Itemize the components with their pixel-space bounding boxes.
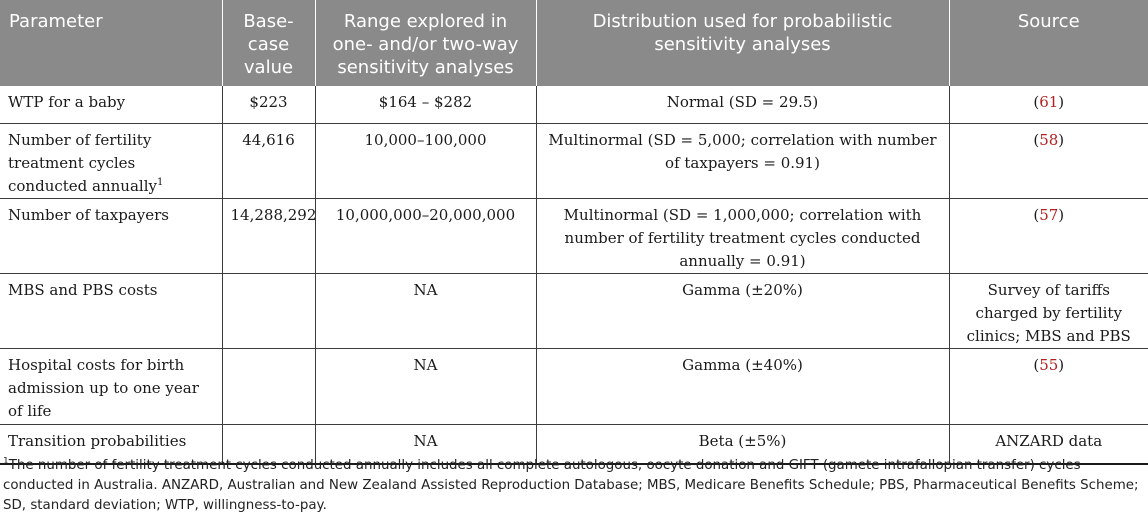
cell-base-case: $223 (222, 86, 315, 123)
cell-range: NA (315, 424, 536, 464)
cell-distribution: Gamma (±40%) (536, 348, 949, 424)
cell-distribution: Multinormal (SD = 5,000; correlation with number of taxpayers = 0.91) (536, 123, 949, 198)
cell-range: 10,000,000–20,000,000 (315, 198, 536, 273)
table-row (0, 273, 1148, 348)
parameter-text: Number of fertility treatment cycles conducted annually (8, 130, 157, 195)
cell-base-case: 44,616 (222, 123, 315, 198)
reference-link[interactable]: 61 (1039, 93, 1059, 111)
cell-parameter: Number of taxpayers (0, 198, 222, 273)
cell-source: (58) (949, 123, 1148, 198)
cell-range: $164 – $282 (315, 86, 536, 123)
header-distribution: Distribution used for probabilistic sensitivity analyses (536, 0, 949, 86)
cell-distribution: Beta (±5%) (536, 424, 949, 464)
cell-base-case (222, 348, 315, 424)
table-row (0, 123, 1148, 198)
header-source: Source (949, 0, 1148, 86)
cell-base-case (222, 273, 315, 348)
cell-parameter: Transition probabilities (0, 424, 222, 464)
footnote-text: The number of fertility treatment cycles conducted annually includes all complete autologous, oocyte donation and GIFT (gamete intrafallopian transfer) cycles conducted in Australia. ANZARD, Australian and New Zealand Assisted Reproduction Database; MBS, Medicare Benefits Schedule; PBS, Pharmaceutical Benefits Scheme; SD, standard deviation; WTP, willingness-to-pay. (3, 458, 1139, 513)
cell-base-case: 14,288,292 (222, 198, 315, 273)
header-base-case: Base-case value (222, 0, 315, 86)
table-footnote (3, 456, 1145, 516)
cell-distribution: Multinormal (SD = 1,000,000; correlation with number of fertility treatment cycles conducted annually = 0.91) (536, 198, 949, 273)
cell-source: (55) (949, 348, 1148, 424)
cell-range: NA (315, 273, 536, 348)
cell-parameter: MBS and PBS costs (0, 273, 222, 348)
cell-source: (57) (949, 198, 1148, 273)
cell-parameter: WTP for a baby (0, 86, 222, 123)
footnote-marker: 1 (156, 176, 164, 188)
table-row (0, 86, 1148, 123)
reference-link[interactable]: 58 (1039, 130, 1059, 149)
table-row (0, 348, 1148, 424)
cell-source: Survey of tariffs charged by fertility clinics; MBS and PBS (949, 273, 1148, 348)
header-parameter: Parameter (0, 0, 222, 86)
reference-link[interactable]: 57 (1039, 205, 1059, 224)
cell-source: (61) (949, 86, 1148, 123)
reference-link[interactable]: 55 (1039, 355, 1059, 374)
header-range: Range explored in one- and/or two-way sensitivity analyses (315, 0, 536, 86)
table-header-row (0, 0, 1148, 86)
cell-parameter: Hospital costs for birth admission up to one year of life (0, 348, 222, 424)
cell-distribution: Normal (SD = 29.5) (536, 86, 949, 123)
cell-parameter (0, 123, 222, 198)
cell-range: 10,000–100,000 (315, 123, 536, 198)
cell-range: NA (315, 348, 536, 424)
table-row (0, 198, 1148, 273)
cell-source: ANZARD data (949, 424, 1148, 464)
footnote-marker: 1 (3, 456, 9, 467)
cell-distribution: Gamma (±20%) (536, 273, 949, 348)
